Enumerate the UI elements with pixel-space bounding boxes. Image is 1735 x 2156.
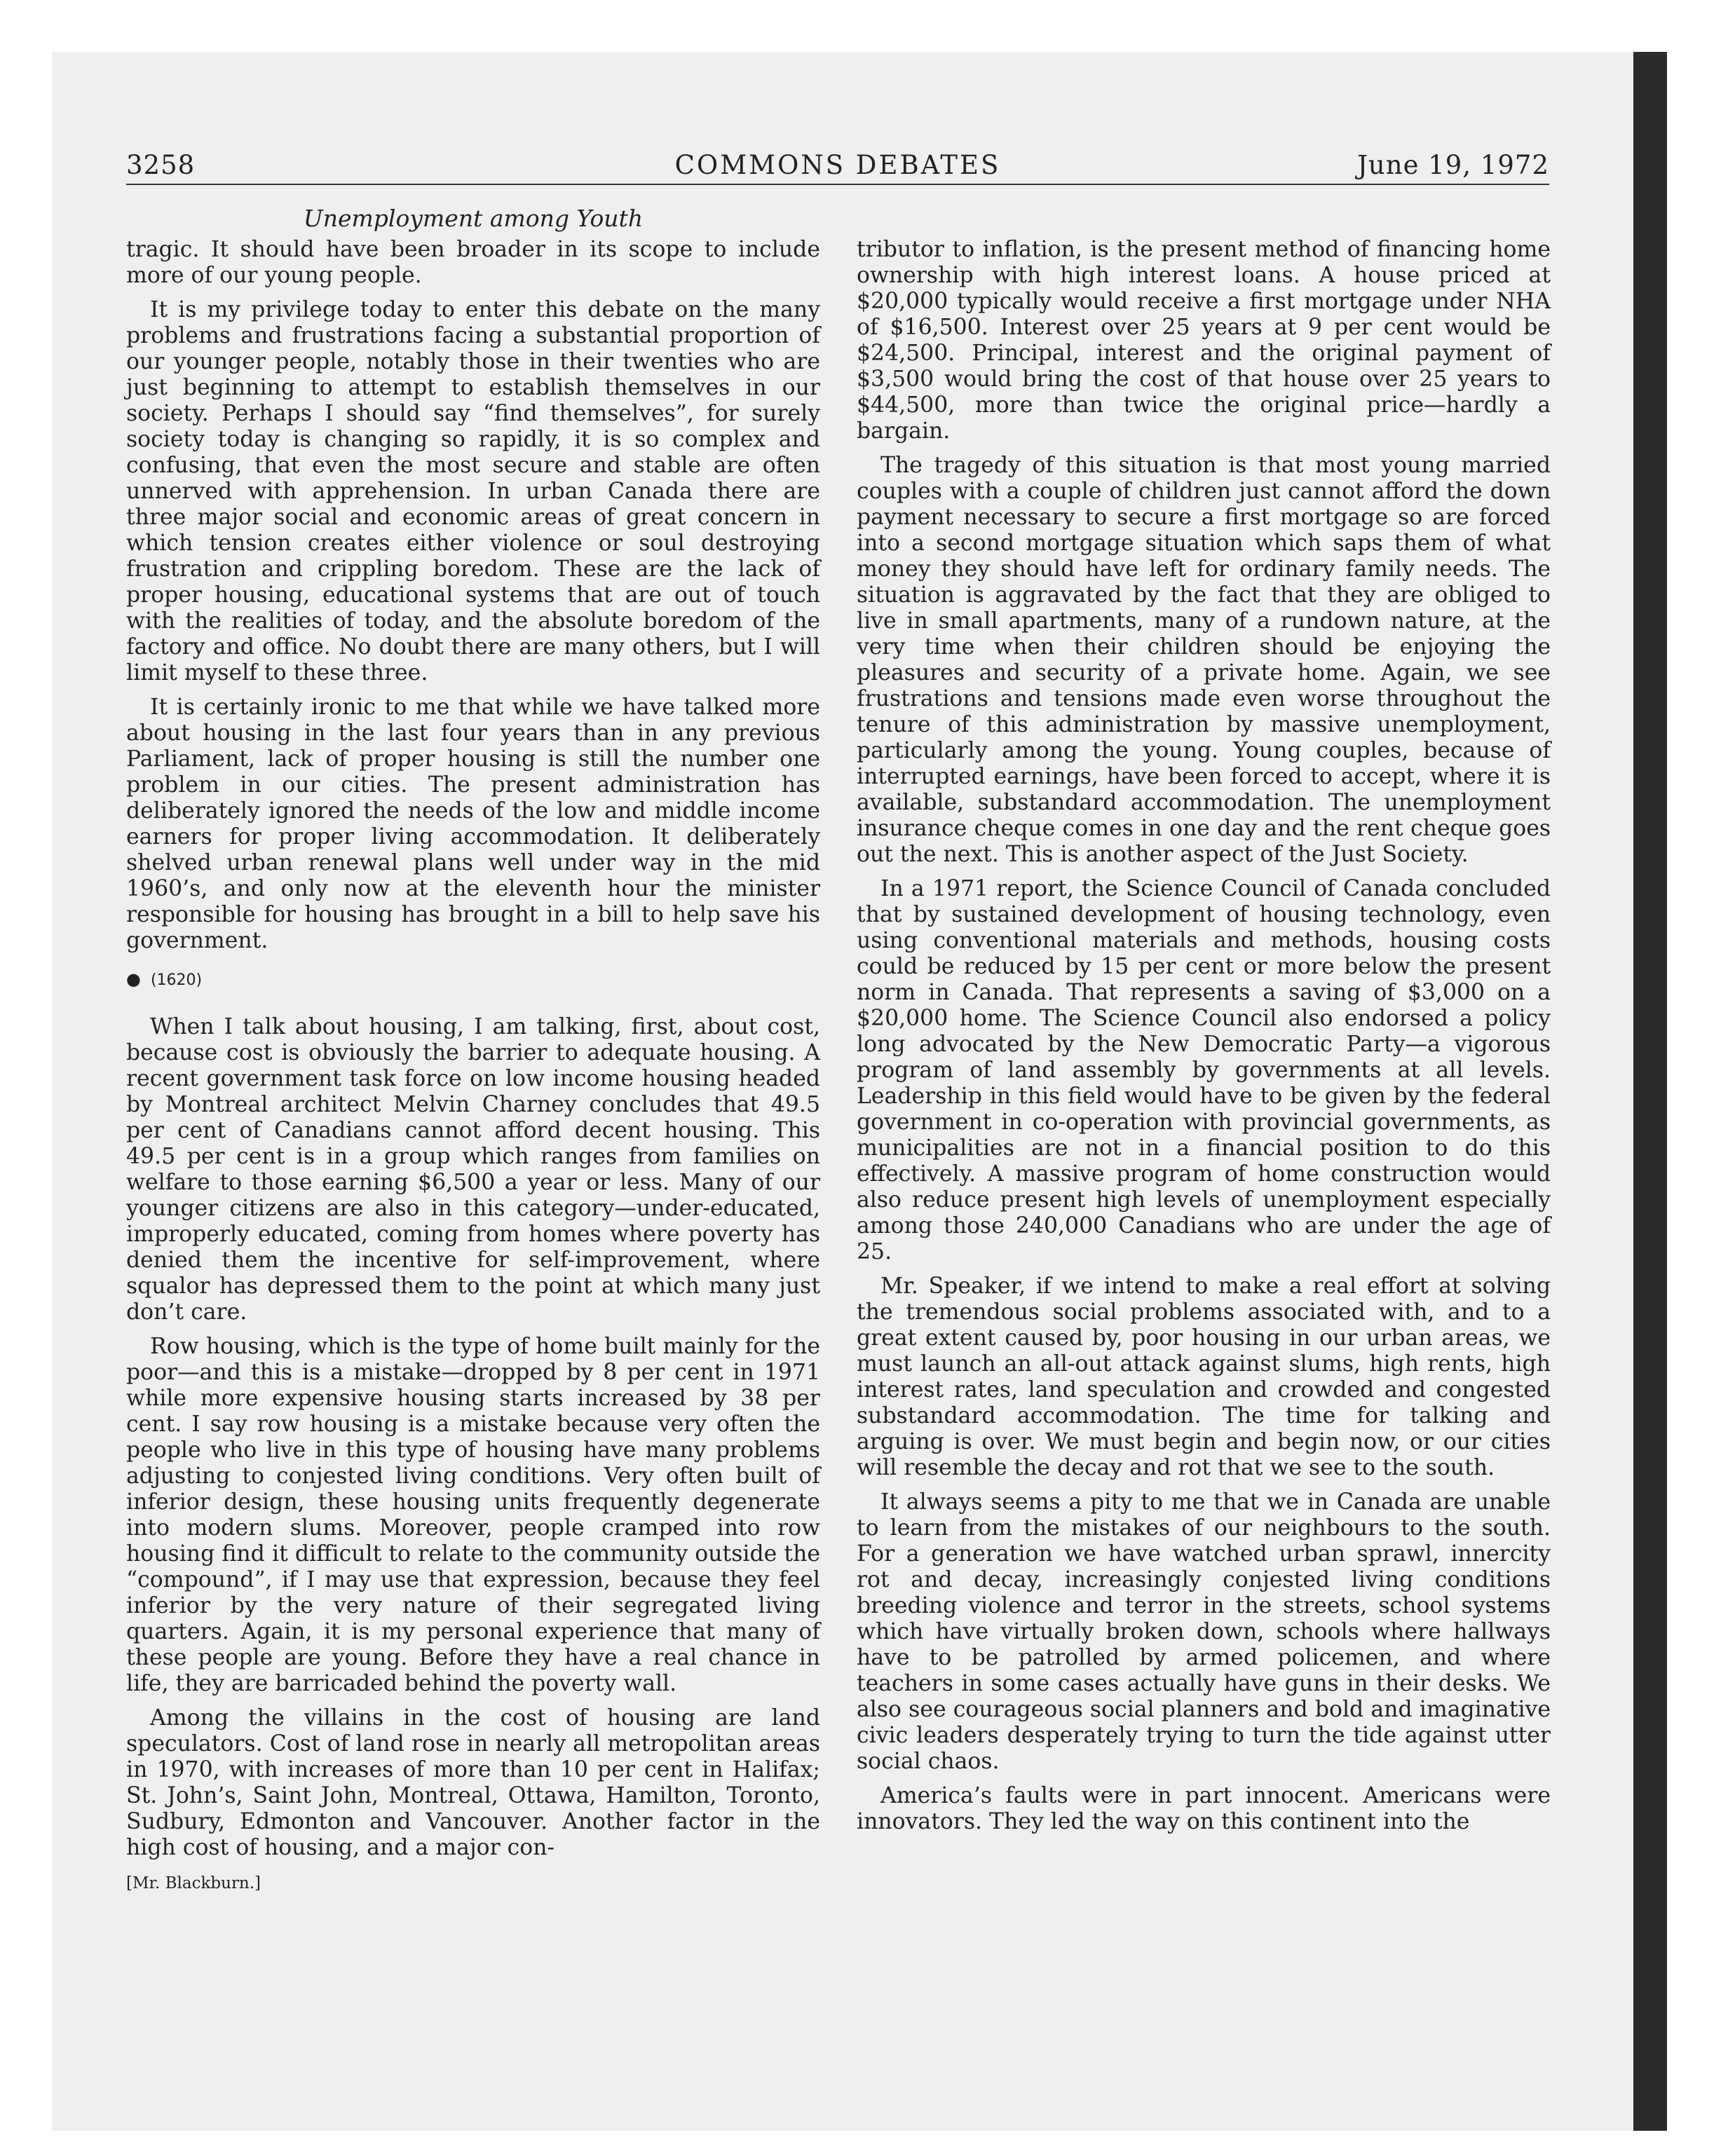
- publication-title: COMMONS DEBATES: [674, 150, 1001, 180]
- time-marker-label: (1620): [150, 971, 203, 989]
- page-number: 3258: [126, 150, 196, 180]
- paragraph: tributor to inflation, is the present method of financing home ownership with high interest loans. A house priced at $20,000 typically would receive a first mortgage under NHA of $16,500. Interest over 25 years at 9 per cent would be $24,500. Principal, interest and the original payment of $3,500 would bring the cost of that house over 25 years to $44,500, more than twice the original price—hardly a bargain.: [857, 237, 1551, 444]
- paragraph: Row housing, which is the type of home built mainly for the poor—and this is a mistake—dropped by 8 per cent in 1971 while more expensive housing starts increased by 38 per cent. I say row housing is a mistake because very often the people who live in this type of housing have many problems adjusting to conjested living conditions. Very often built of inferior design, these housing units frequently degenerate into modern slums. Moreover, people cramped into row housing find it difficult to relate to the community outside the “compound”, if I may use that expression, because they feel inferior by the very nature of their segregated living quarters. Again, it is my personal experience that many of these people are young. Before they have a real chance in life, they are barricaded behind the poverty wall.: [126, 1334, 820, 1696]
- paragraph: When I talk about housing, I am talking, first, about cost, because cost is obviously the barrier to adequate housing. A recent government task force on low income housing headed by Montreal architect Melvin Charney concludes that 49.5 per cent of Canadians cannot afford decent housing. This 49.5 per cent is in a group which ranges from families on welfare to those earning $6,500 a year or less. Many of our younger citizens are also in this category—under-educated, improperly educated, coming from homes where poverty has denied them the incentive for self-improvement, where squalor has depressed them to the point at which many just don’t care.: [126, 1014, 820, 1325]
- publication-date: June 19, 1972: [1357, 150, 1549, 180]
- scan-edge-shadow: [1633, 52, 1667, 2131]
- page-header: [126, 150, 1549, 185]
- paragraph: It always seems a pity to me that we in Canada are unable to learn from the mistakes of our neighbours to the south. For a generation we have watched urban sprawl, innercity rot and decay, increasingly conjested living conditions breeding violence and terror in the streets, school systems which have virtually broken down, schools where hallways have to be patrolled by armed policemen, and where teachers in some cases actually have guns in their desks. We also see courageous social planners and bold and imaginative civic leaders desperately trying to turn the tide against utter social chaos.: [857, 1489, 1551, 1774]
- paragraph: America’s faults were in part innocent. Americans were innovators. They led the way on this continent into the: [857, 1783, 1551, 1834]
- speaker-footnote: [Mr. Blackburn.]: [126, 1874, 261, 1892]
- paragraph: Mr. Speaker, if we intend to make a real effort at solving the tremendous social problems associated with, and to a great extent caused by, poor housing in our urban areas, we must launch an all-out attack against slums, high rents, high interest rates, land speculation and crowded and congested substandard accommodation. The time for talking and arguing is over. We must begin and begin now, or our cities will resemble the decay and rot that we see to the south.: [857, 1274, 1551, 1480]
- paragraph: The tragedy of this situation is that most young married couples with a couple of children just cannot afford the down payment necessary to secure a first mortgage so are forced into a second mortgage situation which saps them of what money they should have left for ordinary family needs. The situation is aggravated by the fact that they are obliged to live in small apartments, many of a rundown nature, at the very time when their children should be enjoying the pleasures and security of a private home. Again, we see frustrations and tensions made even worse throughout the tenure of this administration by massive unemployment, particularly among the young. Young couples, because of interrupted earnings, have been forced to accept, where it is available, substandard accommodation. The unemployment insurance cheque comes in one day and the rent cheque goes out the next. This is another aspect of the Just Society.: [857, 453, 1551, 867]
- time-marker: [126, 967, 820, 993]
- subject-heading: Unemployment among Youth: [303, 205, 644, 232]
- paragraph: It is certainly ironic to me that while we have talked more about housing in the last four years than in any previous Parliament, lack of proper housing is still the number one problem in our cities. The present administration has deliberately ignored the needs of the low and middle income earners for proper living accommodation. It deliberately shelved urban renewal plans well under way in the mid 1960’s, and only now at the eleventh hour the minister responsible for housing has brought in a bill to help save his government.: [126, 695, 820, 953]
- left-column: [126, 237, 820, 1897]
- paragraph: Among the villains in the cost of housing are land speculators. Cost of land rose in nearly all metropolitan areas in 1970, with increases of more than 10 per cent in Halifax; St. John’s, Saint John, Montreal, Ottawa, Hamilton, Toronto, Sudbury, Edmonton and Vancouver. Another factor in the high cost of housing, and a major con-: [126, 1705, 820, 1860]
- bullet-icon: ●: [126, 969, 141, 989]
- paragraph: In a 1971 report, the Science Council of Canada concluded that by sustained development of housing technology, even using conventional materials and methods, housing costs could be reduced by 15 per cent or more below the present norm in Canada. That represents a saving of $3,000 on a $20,000 home. The Science Council also endorsed a policy long advocated by the New Democratic Party—a vigorous program of land assembly by governments at all levels. Leadership in this field would have to be given by the federal government in co-operation with provincial governments, as municipalities are not in a financial position to do this effectively. A massive program of home construction would also reduce present high levels of unemployment especially among those 240,000 Canadians who are under the age of 25.: [857, 876, 1551, 1264]
- paragraph: It is my privilege today to enter this debate on the many problems and frustrations facing a substantial proportion of our younger people, notably those in their twenties who are just beginning to attempt to establish themselves in our society. Perhaps I should say “find themselves”, for surely society today is changing so rapidly, it is so complex and confusing, that even the most secure and stable are often unnerved with apprehension. In urban Canada there are three major social and economic areas of great concern in which tension creates either violence or soul destroying frustration and crippling boredom. These are the lack of proper housing, educational systems that are out of touch with the realities of today, and the absolute boredom of the factory and office. No doubt there are many others, but I will limit myself to these three.: [126, 297, 820, 685]
- paragraph: tragic. It should have been broader in its scope to include more of our young people.: [126, 237, 820, 288]
- right-column: [857, 237, 1551, 1843]
